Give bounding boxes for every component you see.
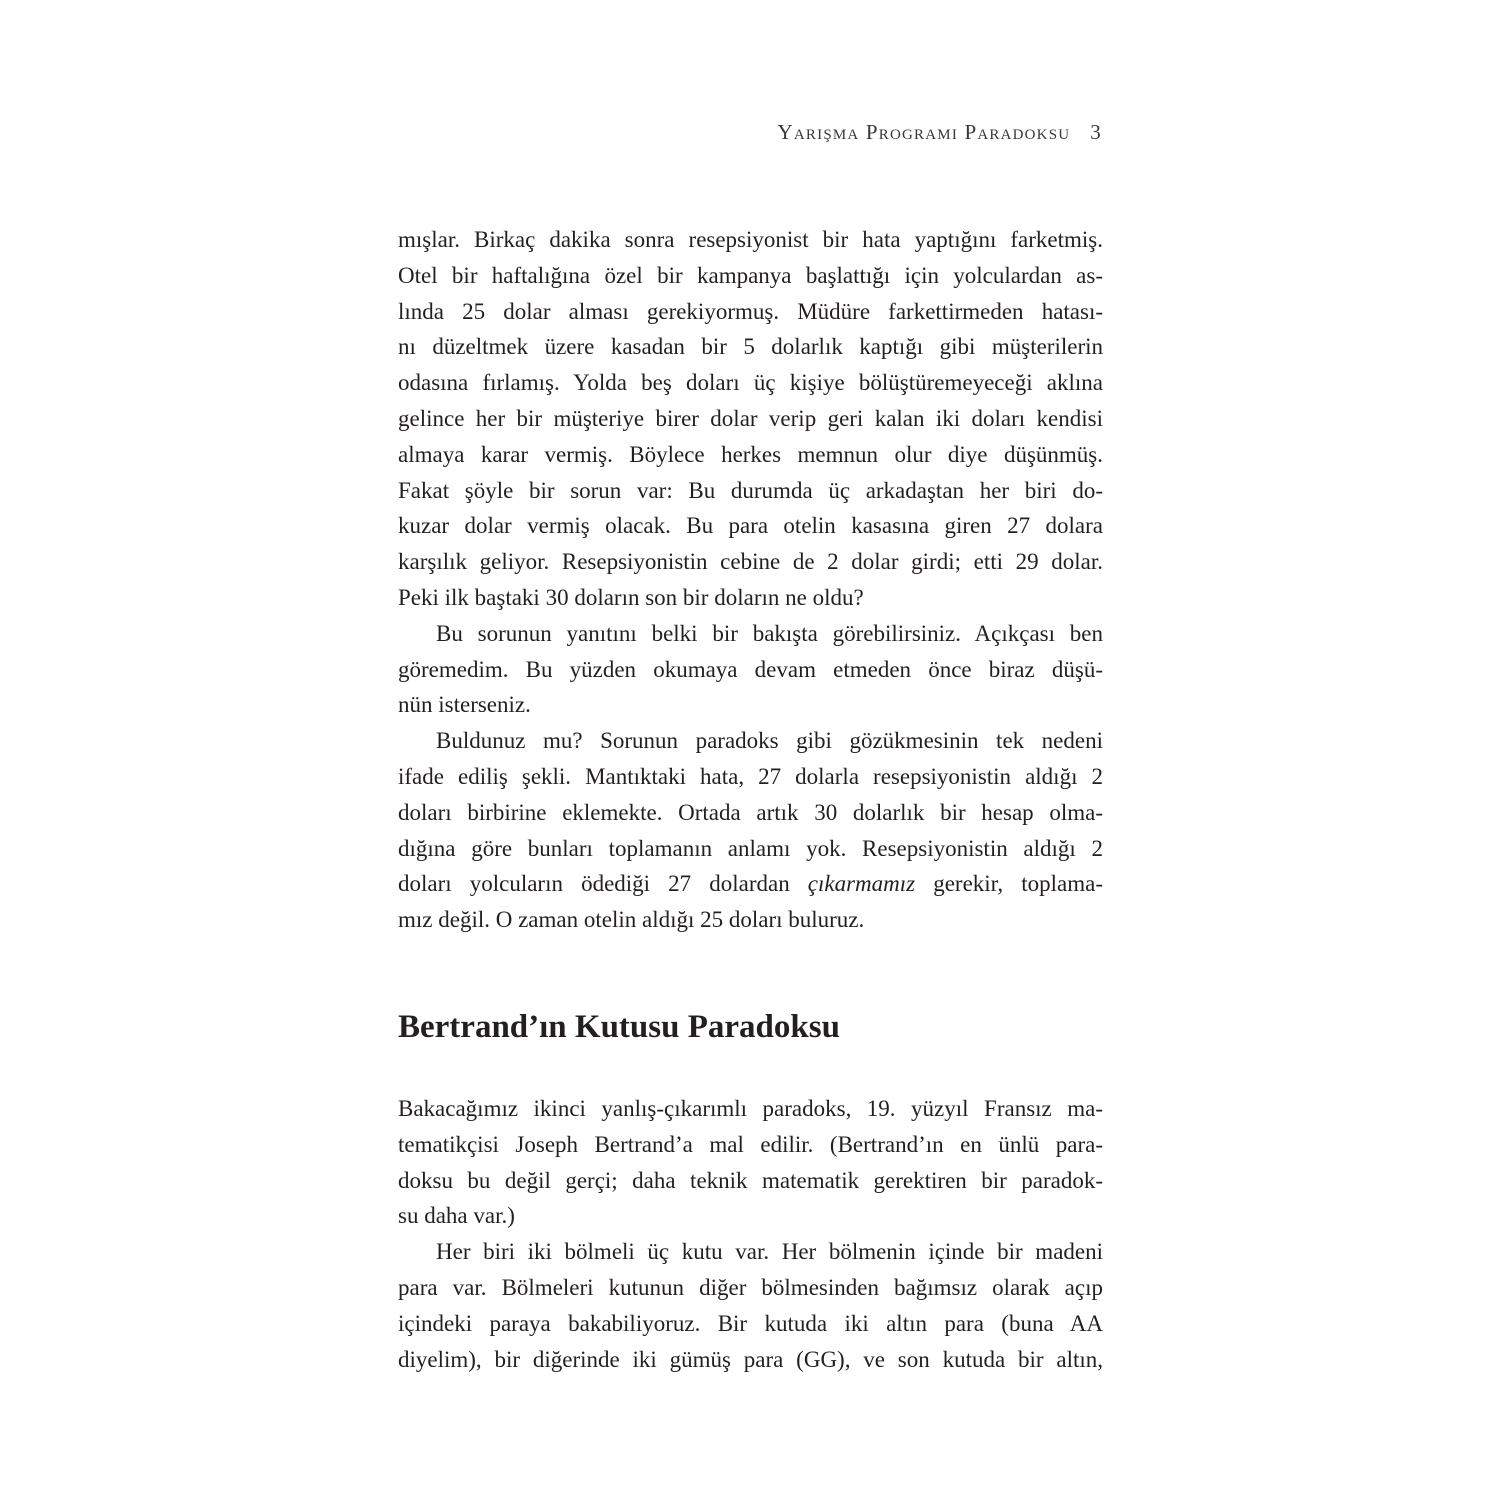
text-line: Her biri iki bölmeli üç kutu var. Her bölmenin içinde bir madeni xyxy=(436,1239,1103,1265)
paragraph-continuation xyxy=(398,222,1103,616)
text-line: Fakat şöyle bir sorun var: Bu durumda üç arkadaştan her biri do- xyxy=(398,477,1103,503)
text-line: Otel bir haftalığına özel bir kampanya başlattığı için yolculardan as- xyxy=(398,262,1103,288)
text-line: karşılık geliyor. Resepsiyonistin cebine de 2 dolar girdi; etti 29 dolar. xyxy=(398,549,1103,575)
body-text xyxy=(398,222,1103,1377)
running-title: Yarışma Programı Paradoksu xyxy=(777,120,1071,144)
text-line: lında 25 dolar alması gerekiyormuş. Müdüre farkettirmeden hatası- xyxy=(398,298,1103,324)
text-line: para var. Bölmeleri kutunun diğer bölmesinden bağımsız olarak açıp xyxy=(398,1274,1103,1300)
text-line: gelince her bir müşteriye birer dolar verip geri kalan iki doları kendisi xyxy=(398,405,1103,431)
text-line: su daha var.) xyxy=(398,1203,515,1229)
text-run: gerekir, toplama- xyxy=(915,871,1103,897)
text-line: Buldunuz mu? Sorunun paradoks gibi gözükmesinin tek nedeni xyxy=(436,728,1103,754)
text-line: Peki ilk baştaki 30 doların son bir doların ne oldu? xyxy=(398,584,864,610)
text-line: Bu sorunun yanıtını belki bir bakışta görebilirsiniz. Açıkçası ben xyxy=(436,620,1103,646)
text-line: mız değil. O zaman otelin aldığı 25 doları buluruz. xyxy=(398,907,865,933)
running-header xyxy=(778,120,1102,145)
text-line: almaya karar vermiş. Böylece herkes memnun olur diye düşünmüş. xyxy=(398,441,1103,467)
text-line: göremedim. Bu yüzden okumaya devam etmeden önce biraz düşü- xyxy=(398,656,1103,682)
text-line: doları birbirine eklemekte. Ortada artık 30 dolarlık bir hesap olma- xyxy=(398,799,1103,825)
text-line: tematikçisi Joseph Bertrand’a mal edilir. (Bertrand’ın en ünlü para- xyxy=(398,1131,1103,1157)
text-line: nün isterseniz. xyxy=(398,692,531,718)
paragraph xyxy=(398,616,1103,723)
text-line: Bakacağımız ikinci yanlış-çıkarımlı paradoks, 19. yüzyıl Fransız ma- xyxy=(398,1095,1103,1121)
paragraph xyxy=(398,1091,1103,1234)
text-line: kuzar dolar vermiş olacak. Bu para otelin kasasına giren 27 dolara xyxy=(398,513,1103,539)
text-line: mışlar. Birkaç dakika sonra resepsiyonist bir hata yaptığını farketmiş. xyxy=(398,227,1103,252)
paragraph xyxy=(398,1234,1103,1377)
text-line: doksu bu değil gerçi; daha teknik matematik gerektiren bir paradok- xyxy=(398,1167,1103,1193)
text-line: ifade ediliş şekli. Mantıktaki hata, 27 dolarla resepsiyonistin aldığı 2 xyxy=(398,763,1103,789)
text-run: doları yolcuların ödediği 27 dolardan xyxy=(398,871,808,897)
emphasized-word: çıkarmamız xyxy=(807,871,916,897)
text-line: diyelim), bir diğerinde iki gümüş para (GG), ve son kutuda bir altın, xyxy=(398,1346,1103,1372)
page-number: 3 xyxy=(1090,120,1102,144)
text-line: dığına göre bunları toplamanın anlamı yok. Resepsiyonistin aldığı 2 xyxy=(398,835,1103,861)
text-line-with-emphasis xyxy=(398,866,1103,902)
paragraph xyxy=(398,723,1103,938)
text-line: içindeki paraya bakabiliyoruz. Bir kutuda iki altın para (buna AA xyxy=(398,1310,1103,1336)
text-line: odasına fırlamış. Yolda beş doları üç kişiye bölüştüremeyeceği aklına xyxy=(398,370,1103,396)
text-line: nı düzeltmek üzere kasadan bir 5 dolarlık kaptığı gibi müşterilerin xyxy=(398,334,1103,360)
section-heading: Bertrand’ın Kutusu Paradoksu xyxy=(398,1008,840,1045)
